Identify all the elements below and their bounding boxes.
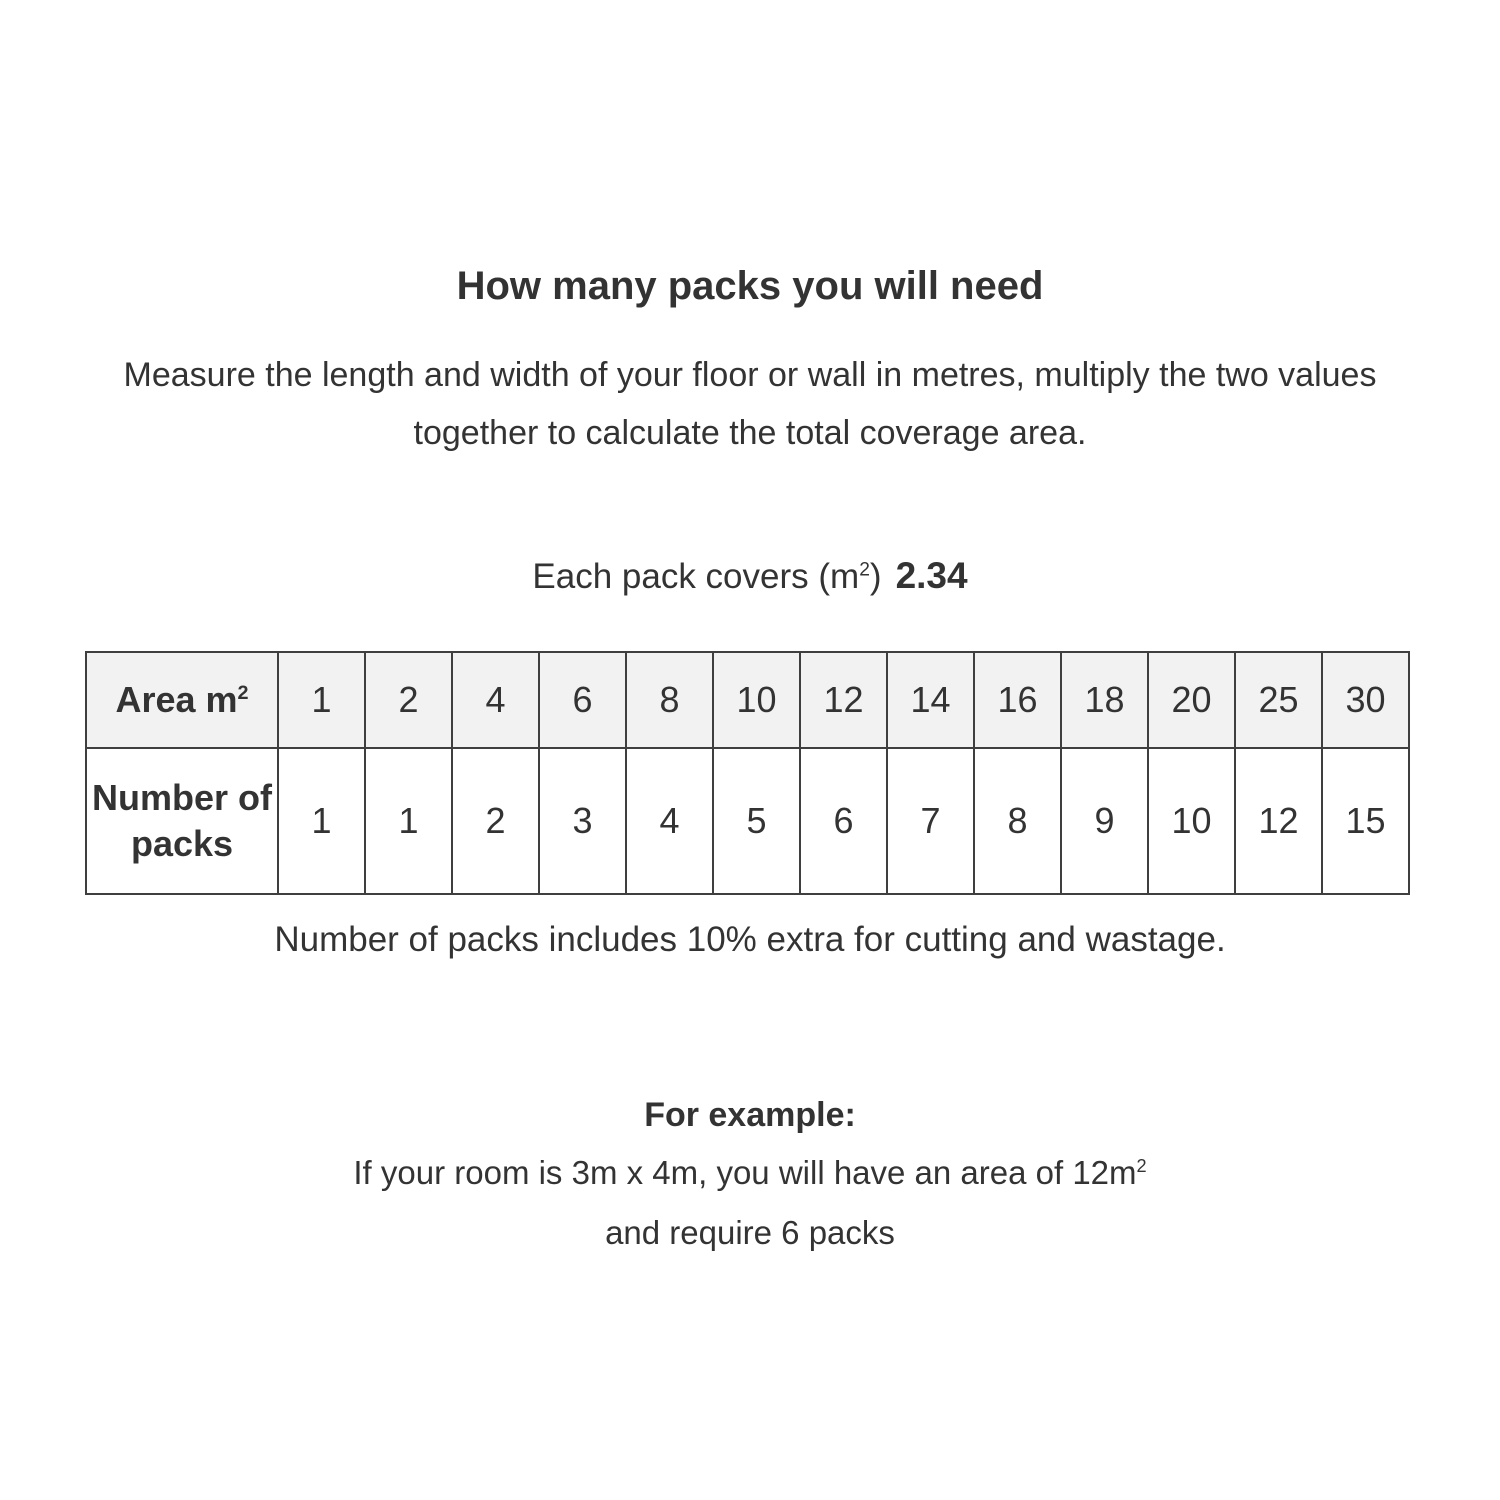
example-section [0,1087,1500,1263]
packs-value-cell: 2 [452,748,539,894]
area-value-cell: 12 [800,652,887,748]
area-value-cell: 6 [539,652,626,748]
area-value-cell: 20 [1148,652,1235,748]
area-row-label-text: Area m [115,679,238,720]
packs-value-cell: 15 [1322,748,1409,894]
packs-value-cell: 7 [887,748,974,894]
packs-value-cell: 5 [713,748,800,894]
packs-value-cell: 6 [800,748,887,894]
footnote-text: Number of packs includes 10% extra for cutting and wastage. [274,920,1226,959]
area-row-superscript: 2 [237,682,249,704]
packs-row [86,748,1409,894]
packs-value-cell: 12 [1235,748,1322,894]
packs-table [85,651,1410,895]
intro-text: Measure the length and width of your floor or wall in metres, multiply the two values together to calculate the total coverage area. [123,356,1377,452]
packs-value-cell: 10 [1148,748,1235,894]
area-value-cell: 1 [278,652,365,748]
packs-value-cell: 1 [365,748,452,894]
area-row [86,652,1409,748]
example-line-2: and require 6 packs [605,1214,895,1251]
example-heading: For example: [644,1096,856,1134]
packs-value-cell: 8 [974,748,1061,894]
example-line-1-superscript: 2 [1136,1156,1147,1176]
area-value-cell: 14 [887,652,974,748]
area-value-cell: 18 [1061,652,1148,748]
packs-value-cell: 9 [1061,748,1148,894]
coverage-label-prefix: Each pack covers (m [532,557,860,596]
packs-value-cell: 4 [626,748,713,894]
area-value-cell: 25 [1235,652,1322,748]
packs-value-cell: 1 [278,748,365,894]
area-value-cell: 8 [626,652,713,748]
coverage-label-suffix: ) [869,557,882,596]
coverage-line [0,550,1500,603]
coverage-superscript: 2 [859,559,870,581]
packs-value-cell: 3 [539,748,626,894]
page-title: How many packs you will need [456,264,1044,308]
example-line-1-text: If your room is 3m x 4m, you will have an area of 12m [353,1154,1137,1191]
area-value-cell: 30 [1322,652,1409,748]
example-line-1 [0,1143,1500,1203]
area-value-cell: 4 [452,652,539,748]
area-value-cell: 10 [713,652,800,748]
area-row-label [86,652,278,748]
coverage-value: 2.34 [895,555,968,596]
packs-row-label: Number of packs [86,748,278,894]
area-value-cell: 2 [365,652,452,748]
area-value-cell: 16 [974,652,1061,748]
